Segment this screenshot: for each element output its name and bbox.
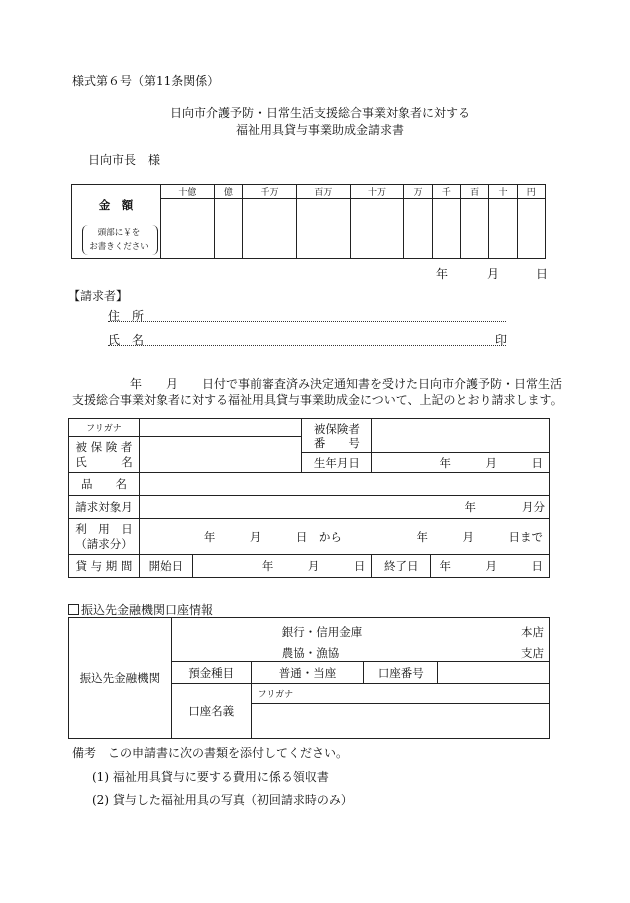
account-no-field[interactable]: [438, 662, 550, 684]
institution-field[interactable]: [171, 618, 549, 662]
checkbox-icon: [68, 604, 79, 615]
amount-note-line1: 頭部に￥を: [97, 228, 141, 238]
insured-no-field[interactable]: [372, 419, 550, 453]
amount-digit-3[interactable]: [243, 199, 297, 259]
lease-label: 貸 与 期 間: [69, 555, 140, 578]
deposit-type-label: 預金種目: [171, 662, 251, 684]
birth-label: 生年月日: [302, 453, 372, 473]
address-field[interactable]: [108, 309, 506, 322]
amount-digit-1[interactable]: [161, 199, 215, 259]
bank-table: [68, 617, 550, 739]
unit-3: 千万: [243, 185, 297, 199]
info-table: [68, 418, 550, 578]
furigana-label: フリガナ: [69, 419, 140, 437]
amount-note-line2: お書きください: [89, 242, 149, 252]
bank-types2: 農協・漁協: [281, 646, 340, 660]
bank-types1: 銀行・信用金庫: [281, 625, 363, 639]
remarks-item1: (1) 福祉用具貸与に要する費用に係る領収書: [92, 770, 329, 784]
insured-name-label-l2: 氏 名: [75, 454, 133, 469]
furigana-field[interactable]: [139, 419, 302, 437]
unit-5: 十万: [350, 185, 404, 199]
remarks-item2: (2) 貸与した福祉用具の写真（初回請求時のみ）: [92, 793, 353, 807]
unit-4: 百万: [296, 185, 350, 199]
account-no-label: 口座番号: [364, 662, 438, 684]
bank-heading: [68, 601, 213, 618]
unit-1: 十億: [161, 185, 215, 199]
insured-name-field[interactable]: [139, 437, 302, 473]
unit-7: 千: [432, 185, 460, 199]
period-from: 年 月 日 から: [203, 530, 342, 544]
form-number: 様式第６号（第11条関係）: [72, 74, 220, 88]
amount-digit-6[interactable]: [404, 199, 432, 259]
unit-10: 円: [517, 185, 545, 199]
amount-digit-4[interactable]: [296, 199, 350, 259]
end-label: 終了日: [372, 555, 431, 578]
title-line2: 福祉用具貸与事業助成金請求書: [235, 123, 404, 137]
insured-no-label-l1: 被保険者: [313, 421, 360, 436]
amount-digit-7[interactable]: [432, 199, 460, 259]
date-month: 月: [487, 267, 500, 281]
amount-digit-9[interactable]: [489, 199, 517, 259]
unit-9: 十: [489, 185, 517, 199]
item-field[interactable]: [139, 473, 549, 496]
unit-2: 億: [214, 185, 242, 199]
amount-note: [82, 226, 156, 254]
main-branch: 本店: [521, 625, 544, 639]
period-label: [69, 519, 140, 555]
insured-name-label-l1: 被 保 険 者: [75, 439, 133, 454]
insured-name-label: [69, 437, 140, 473]
amount-digit-8[interactable]: [461, 199, 489, 259]
address-label: 住 所: [108, 309, 145, 323]
bank-heading-text: 振込先金融機関口座情報: [81, 603, 214, 617]
period-value[interactable]: [139, 519, 549, 555]
insured-no-label: [302, 419, 372, 453]
month-value[interactable]: 年 月分: [139, 496, 549, 519]
institution-label: 振込先金融機関: [69, 618, 172, 739]
deposit-type-value[interactable]: 普通・当座: [251, 662, 364, 684]
unit-6: 万: [404, 185, 432, 199]
date-year: 年: [436, 267, 449, 281]
seal-mark: 印: [495, 333, 508, 347]
item-label: 品 名: [69, 473, 140, 496]
insured-no-label-l2: 番 号: [313, 435, 360, 450]
account-furigana: フリガナ: [252, 684, 549, 704]
statement-line2: 支援総合事業対象者に対する福祉用具貸与事業助成金について、上記のとおり請求します。: [72, 393, 563, 407]
title-line1: 日向市介護予防・日常生活支援総合事業対象者に対する: [169, 106, 470, 120]
name-field[interactable]: [108, 333, 506, 346]
month-label: 請求対象月: [69, 496, 140, 519]
end-value[interactable]: 年 月 日: [431, 555, 550, 578]
amount-digit-5[interactable]: [350, 199, 404, 259]
account-name-field[interactable]: [251, 684, 549, 739]
name-label: 氏 名: [108, 333, 145, 347]
start-label: 開始日: [139, 555, 192, 578]
addressee: 日向市長 様: [88, 153, 161, 167]
date-day: 日: [536, 267, 549, 281]
period-label-l1: 利 用 日: [75, 521, 133, 536]
statement-line1: 年 月 日付で事前審査済み決定通知書を受けた日向市介護予防・日常生活: [130, 377, 563, 391]
amount-label: 金 額: [98, 198, 134, 212]
period-label-l2: （請求分）: [75, 536, 133, 551]
unit-8: 百: [461, 185, 489, 199]
amount-digit-2[interactable]: [214, 199, 242, 259]
branch: 支店: [521, 646, 544, 660]
requester-heading: 【請求者】: [68, 289, 129, 303]
start-value[interactable]: 年 月 日: [192, 555, 372, 578]
amount-digit-10[interactable]: [517, 199, 545, 259]
remarks-line: 備考 この申請書に次の書類を添付してください。: [72, 746, 349, 760]
period-to: 年 月 日まで: [416, 530, 543, 544]
account-name-label: 口座名義: [171, 684, 251, 739]
birth-value[interactable]: 年 月 日: [372, 453, 550, 473]
